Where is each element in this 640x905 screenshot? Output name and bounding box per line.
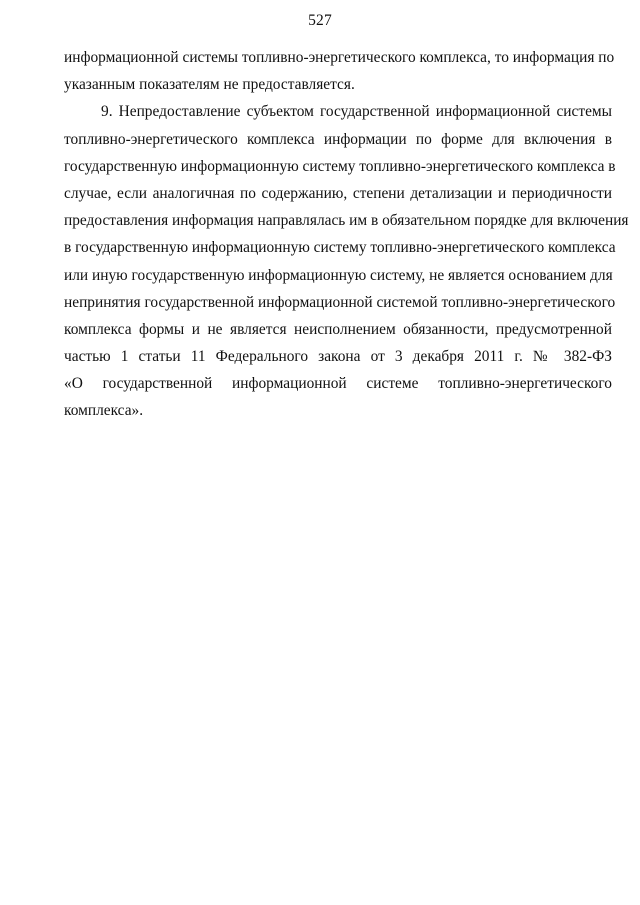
- text-line: комплекса».: [64, 402, 144, 420]
- document-body: [64, 44, 629, 425]
- text-line: указанным показателям не предоставляется.: [64, 76, 355, 94]
- text-line: информационной системы топливно-энергетического комплекса, то информация по: [64, 49, 615, 66]
- text-line: или иную государственную информационную систему, не является основанием для: [64, 266, 613, 284]
- paragraph-item-9: [64, 98, 629, 424]
- text-line: топливно-энергетического комплекса информации по форме для включения в: [64, 130, 612, 148]
- page-number: 527: [308, 12, 332, 29]
- text-line: 9. Непредоставление субъектом государственной информационной системы: [101, 103, 612, 121]
- text-line: случае, если аналогичная по содержанию, степени детализации и периодичности: [64, 184, 612, 202]
- text-line: частью 1 статьи 11 Федерального закона от 3 декабря 2011 г. № 382-ФЗ: [64, 348, 612, 366]
- paragraph-continuation: [64, 44, 615, 98]
- text-line: государственную информационную систему топливно-энергетического комплекса в: [64, 157, 616, 175]
- text-line: комплекса формы и не является неисполнением обязанности, предусмотренной: [64, 320, 612, 338]
- text-line: «О государственной информационной системе топливно-энергетического: [64, 375, 612, 393]
- text-line: предоставления информация направлялась им в обязательном порядке для включения: [64, 212, 629, 230]
- text-line: в государственную информационную систему топливно-энергетического комплекса: [64, 239, 616, 257]
- text-line: непринятия государственной информационной системой топливно-энергетического: [64, 293, 616, 311]
